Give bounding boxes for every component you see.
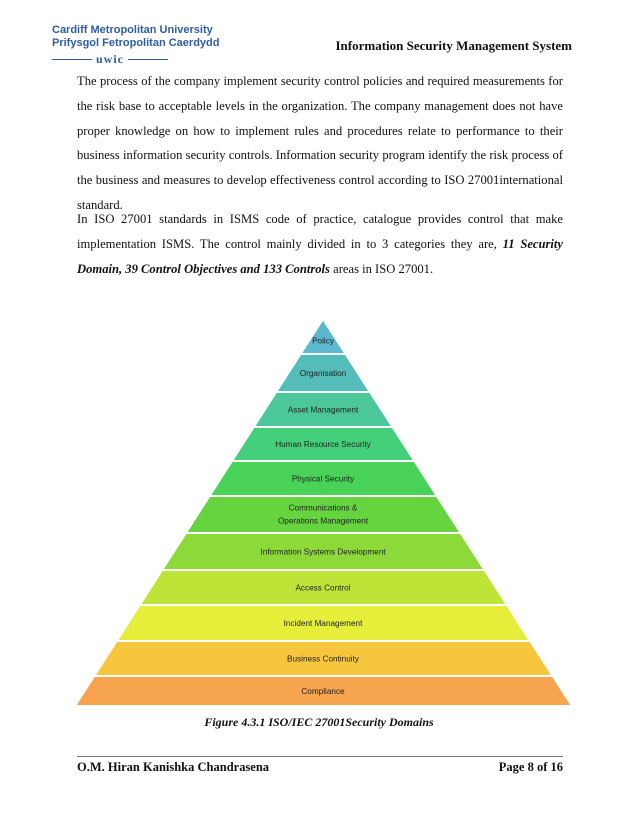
logo-mark: uwic xyxy=(96,52,124,66)
footer-author: O.M. Hiran Kanishka Chandrasena xyxy=(77,760,270,774)
paragraph-controls-emphasis: 11 Security Domain, 39 Control Objectives and 133 Controls xyxy=(77,236,563,276)
header-title: Information Security Management System xyxy=(335,38,572,53)
paragraph-controls-outro: areas in ISO 27001. xyxy=(329,261,434,276)
logo-line-english: Cardiff Metropolitan University xyxy=(52,24,213,36)
figure-caption: Figure 4.3.1 ISO/IEC 27001Security Domains xyxy=(204,715,434,729)
pyramid-tier-label: Business Continuity xyxy=(287,654,359,664)
footer-rule xyxy=(77,756,563,757)
pyramid-tier-label: Communications & xyxy=(288,503,358,513)
pyramid-tier-label: Physical Security xyxy=(291,474,355,484)
pyramid-tier-label: Human Resource Security xyxy=(275,440,371,450)
logo-line-welsh: Prifysgol Fetropolitan Caerdydd xyxy=(52,37,220,49)
pyramid-tier-label: Information Systems Development xyxy=(260,547,386,557)
pyramid-tier xyxy=(186,496,461,533)
pyramid-tier-label: Incident Management xyxy=(283,619,363,629)
paragraph-intro: The process of the company implement security control policies and required measurements for the risk base to acceptable levels in the organization. The company management does not have proper knowledge on how to implement rules and procedures relate to performance to their business information security controls. Information security program identify the risk process of the business and measures to develop effectiveness control according to ISO 27001international standard. xyxy=(77,74,563,212)
paragraph-controls-intro: In ISO 27001 standards in ISMS code of practice, catalogue provides control that make implementation ISMS. The control mainly divided in to 3 categories they are, xyxy=(77,212,563,251)
footer-page-number: Page 8 of 16 xyxy=(498,760,563,774)
pyramid-tier-label: Policy xyxy=(312,336,334,346)
pyramid-tier-label: Access Control xyxy=(295,583,351,593)
pyramid-tier-label: Operations Management xyxy=(277,516,369,526)
pyramid-tier-label: Asset Management xyxy=(287,405,359,415)
pyramid-tier-label: Compliance xyxy=(301,687,345,697)
pyramid-tier-label: Organisation xyxy=(299,369,347,379)
